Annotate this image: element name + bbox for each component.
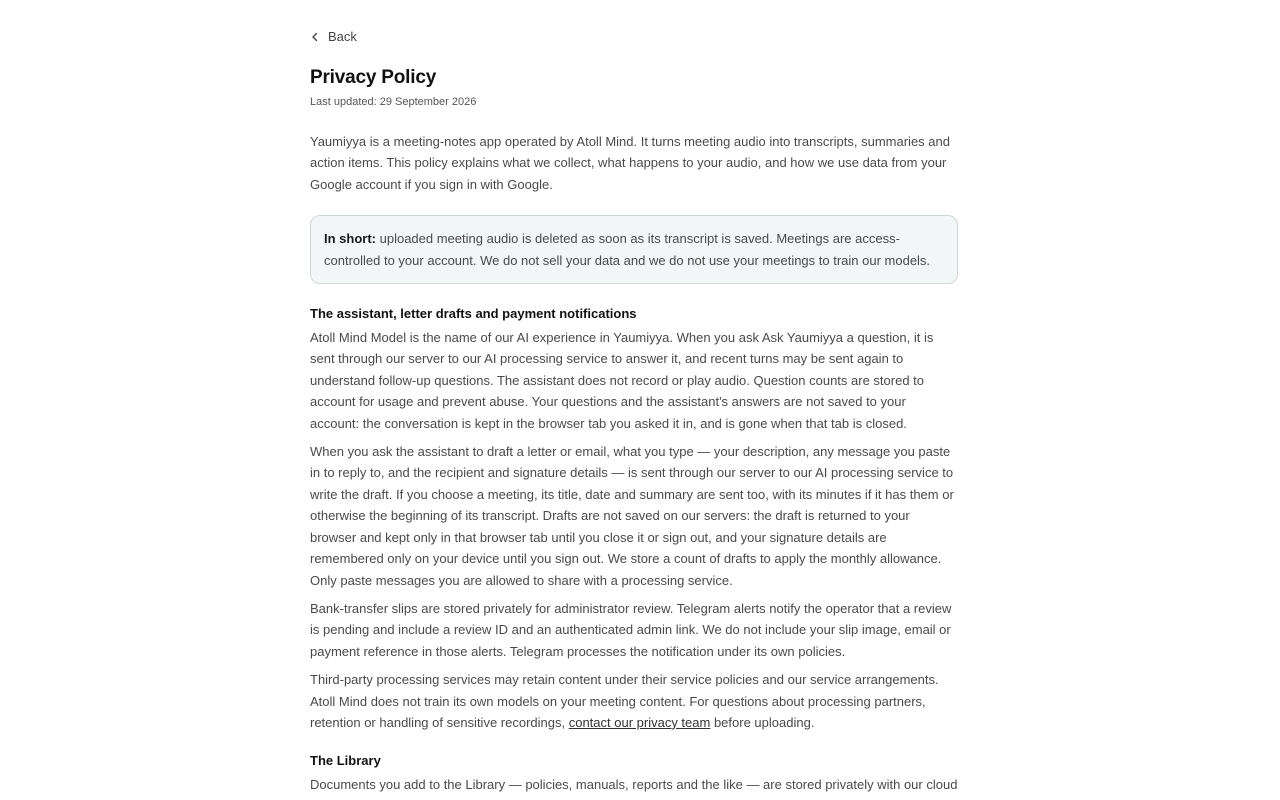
- section-paragraph: [310, 669, 958, 733]
- contact-privacy-team-link[interactable]: contact our privacy team: [568, 714, 711, 730]
- summary-text: [324, 228, 944, 271]
- back-link[interactable]: [310, 29, 357, 44]
- summary-lead: In short:: [324, 231, 376, 247]
- summary-callout: [310, 215, 958, 284]
- section-paragraph: When you ask the assistant to draft a letter or email, what you type — your description, any message you paste in to reply to, and the recipient and signature details — is sent through our server to our AI processing service to write the draft. If you choose a meeting, its title, date and summary are sent too, with its minutes if it has them or otherwise the beginning of its transcript. Drafts are not saved on our servers: the draft is returned to your browser and kept only in that browser tab until you close it or sign out, and your signature details are remembered only on your device until you sign out. We store a count of drafts to apply the monthly allowance. Only paste messages you are allowed to share with a processing service.: [310, 444, 954, 588]
- section-heading: The Library: [310, 753, 381, 769]
- summary-body: uploaded meeting audio is deleted as soon as its transcript is saved. Meetings are access-controlled to your account. We do not sell your data and we do not use your meetings to train our models.: [324, 231, 931, 268]
- back-label: Back: [328, 29, 357, 44]
- closing-text-before: Third-party processing services may retain content under their service policies and our service arrangements. Atoll Mind does not train its own models on your meeting content. For questions about processing partners, retention or handling of sensitive recordings,: [310, 672, 939, 730]
- section-assistant: [310, 306, 958, 733]
- section-paragraph: Documents you add to the Library — policies, manuals, reports and the like — are stored privately with our cloud: [310, 777, 958, 793]
- last-updated: Last updated: 29 September 2026: [310, 96, 477, 108]
- section-library: [310, 753, 958, 795]
- policy-content: [310, 131, 958, 800]
- page-title: Privacy Policy: [310, 67, 437, 88]
- section-paragraph: Atoll Mind Model is the name of our AI experience in Yaumiyya. When you ask Ask Yaumiyya a question, it is sent through our server to our AI processing service to answer it, and recent turns may be sent again to understand follow-up questions. The assistant does not record or play audio. Question counts are stored to account for usage and prevent abuse. Your questions and the assistant's answers are not saved to your account: the conversation is kept in the browser tab you asked it in, and is gone when that tab is closed.: [310, 330, 934, 431]
- closing-text-after: before uploading.: [710, 714, 815, 730]
- chevron-left-icon: [310, 32, 320, 42]
- intro-paragraph: Yaumiyya is a meeting-notes app operated by Atoll Mind. It turns meeting audio into transcripts, summaries and action items. This policy explains what we collect, what happens to your audio, and how we use data from your Google account if you sign in with Google.: [310, 134, 950, 192]
- section-paragraph: Bank-transfer slips are stored privately for administrator review. Telegram alerts notify the operator that a review is pending and include a review ID and an authenticated admin link. We do not include your slip image, email or payment reference in those alerts. Telegram processes the notification under its own policies.: [310, 600, 952, 659]
- section-heading: The assistant, letter drafts and payment notifications: [310, 306, 637, 322]
